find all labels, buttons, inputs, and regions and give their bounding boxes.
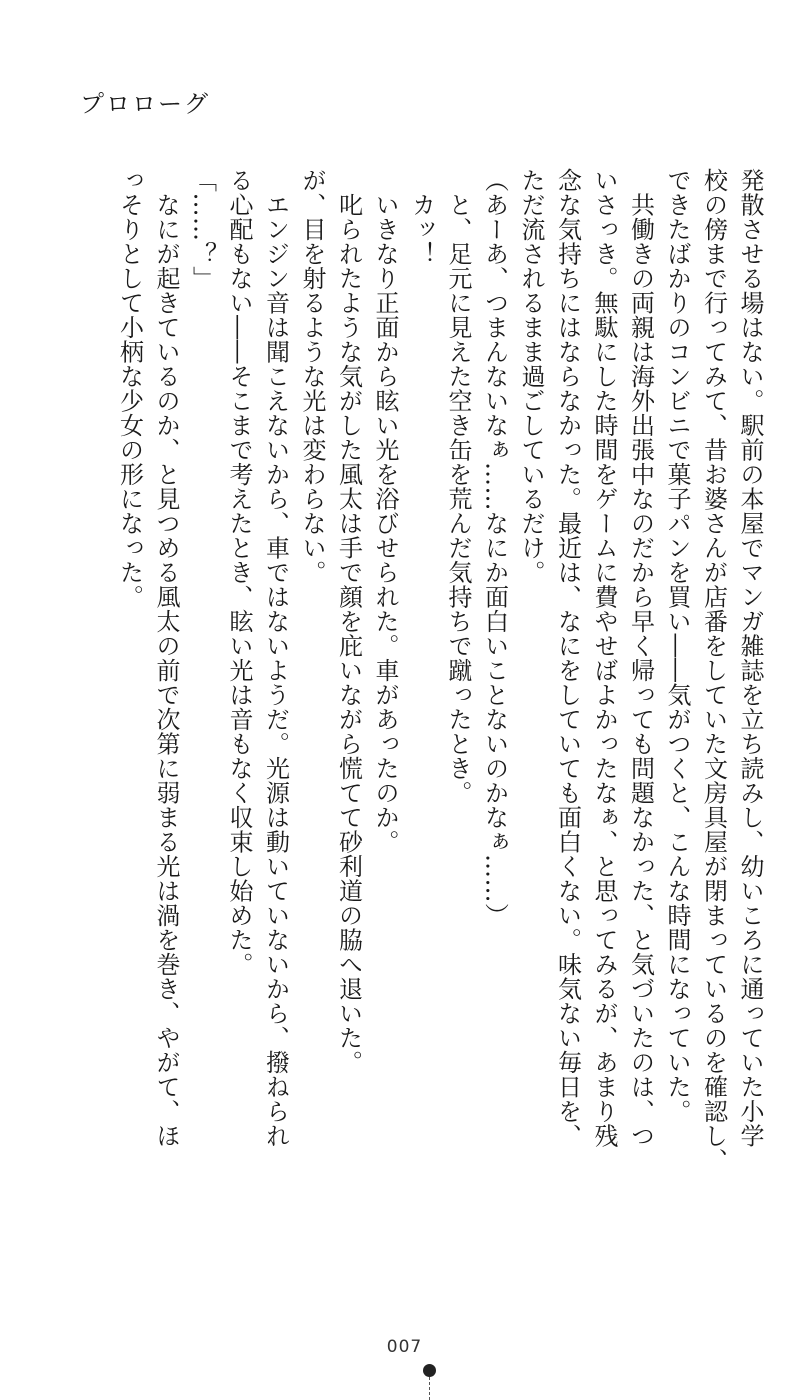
text-line: ただ流されるまま過ごしているだけ。 — [517, 168, 545, 585]
text-line: なにが起きているのか、と見つめる風太の前で次第に弱まる光は渦を巻き、やがて、ほ — [152, 168, 180, 1148]
page-marker-line — [429, 1377, 430, 1400]
text-line: エンジン音は聞こえないから、車ではないようだ。光源は動いていないから、撥ねられ — [261, 168, 290, 1148]
text-line: 校の傍まで行ってみて、昔お婆さんが店番をしていた文房具屋が閉まっているのを確認し、 — [699, 168, 728, 1173]
text-line: いさっき。無駄にした時間をゲームに費やせばよかったなぁ、と思ってみるが、あまり残 — [590, 168, 618, 1148]
text-line: いきなり正面から眩い光を浴びせられた。車があったのか。 — [371, 168, 399, 854]
body-text — [80, 168, 768, 1298]
chapter-title: プロローグ — [80, 90, 210, 118]
text-line: 共働きの両親は海外出張中なのだから早く帰っても問題なかった、と気づいたのは、つ — [626, 168, 655, 1148]
text-line: カッ！ — [407, 168, 436, 266]
text-line: 「……？」 — [188, 168, 217, 291]
text-line: 叱られたような気がした風太は手で顔を庇いながら慌てて砂利道の脇へ退いた。 — [334, 168, 363, 1075]
text-line: （あーあ、つまんないなぁ……なにか面白いことないのかなぁ……） — [480, 168, 509, 928]
text-line: 発散させる場はない。駅前の本屋でマンガ雑誌を立ち読みし、幼いころに通っていた小学 — [736, 168, 764, 1148]
text-line: っそりとして小柄な少女の形になった。 — [115, 168, 144, 609]
text-line: る心配もない――そこまで考えたとき、眩い光は音もなく収束し始めた。 — [225, 168, 253, 977]
text-line: が、目を射るような光は変わらない。 — [298, 168, 326, 585]
text-line: と、足元に見えた空き缶を荒んだ気持ちで蹴ったとき。 — [444, 168, 472, 805]
page-number: 007 — [386, 1337, 423, 1357]
text-line: 念な気持ちにはならなかった。最近は、なにをしていても面白くない。味気ない毎日を、 — [553, 168, 582, 1148]
page-marker-dot-icon — [423, 1364, 436, 1377]
text-line: できたばかりのコンビニで菓子パンを買い――気がつくと、こんな時間になっていた。 — [663, 168, 691, 1124]
